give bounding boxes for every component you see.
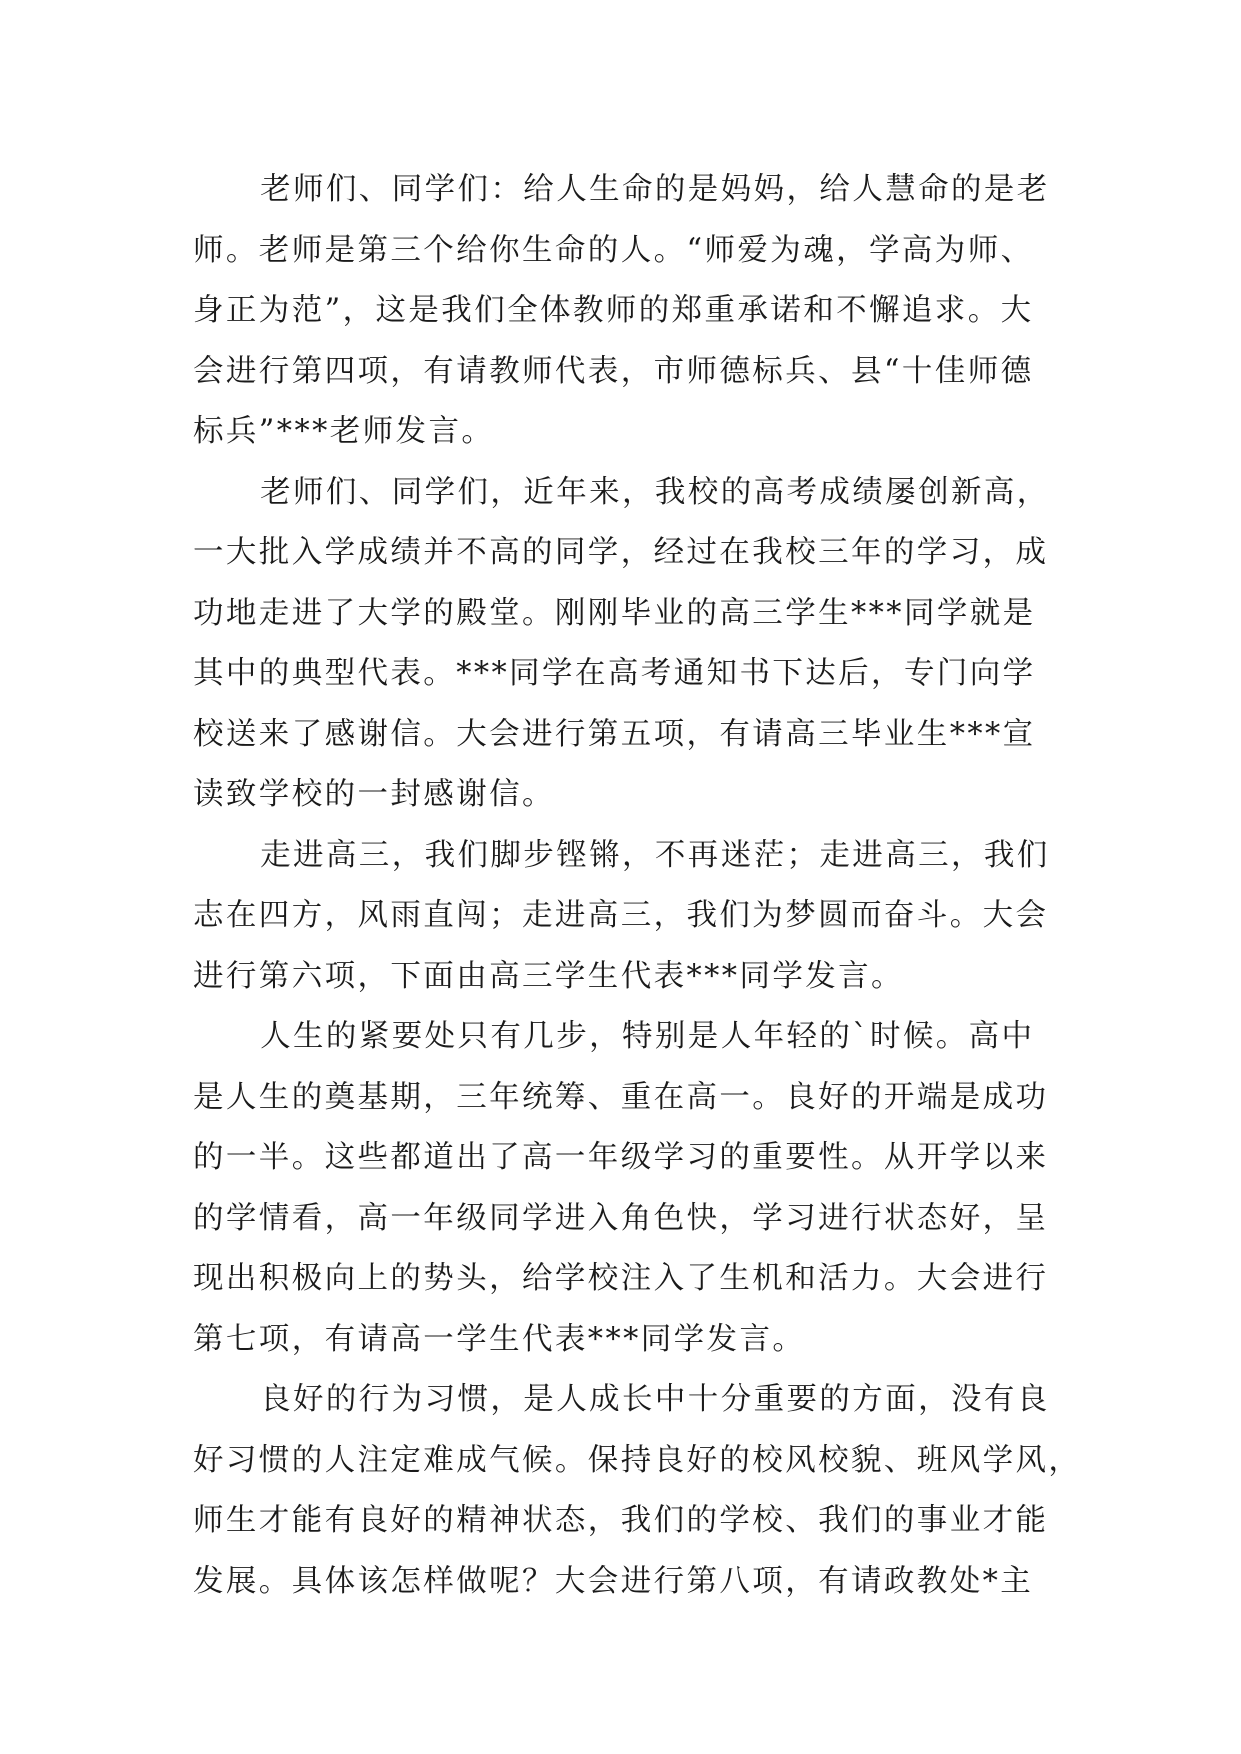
text-line: 良好的行为习惯，是人成长中十分重要的方面，没有良 [260, 1382, 1050, 1417]
text-line: 功地走进了大学的殿堂。刚刚毕业的高三学生***同学就是 [193, 595, 1036, 631]
paragraph-5 [193, 1370, 1082, 1612]
text-line: 好习惯的人注定难成气候。保持良好的校风校貌、班风学风， [193, 1442, 1082, 1478]
text-line: 第七项，有请高一学生代表***同学发言。 [193, 1321, 806, 1357]
text-line: 会进行第四项，有请教师代表，市师德标兵、县“十佳师德 [193, 353, 1034, 389]
paragraph-1 [193, 160, 1055, 463]
text-line: 志在四方，风雨直闯；走进高三，我们为梦圆而奋斗。大会 [193, 898, 1049, 933]
paragraph-2 [193, 463, 1055, 826]
text-line: 校送来了感谢信。大会进行第五项，有请高三毕业生***宣 [193, 716, 1036, 752]
paragraph-4 [193, 1007, 1055, 1370]
text-line: 其中的典型代表。***同学在高考通知书下达后，专门向学 [193, 656, 1036, 691]
text-line: 读致学校的一封感谢信。 [193, 777, 555, 812]
text-line: 师生才能有良好的精神状态，我们的学校、我们的事业才能 [193, 1503, 1049, 1538]
text-line: 一大批入学成绩并不高的同学，经过在我校三年的学习，成 [193, 535, 1049, 570]
text-line: 老师们、同学们，近年来，我校的高考成绩屡创新高， [260, 474, 1050, 510]
text-line: 师。老师是第三个给你生命的人。“师爱为魂，学高为师、 [193, 232, 1034, 268]
text-line: 的一半。这些都道出了高一年级学习的重要性。从开学以来 [193, 1140, 1049, 1175]
text-line: 老师们、同学们：给人生命的是妈妈，给人慧命的是老 [260, 172, 1050, 207]
text-line: 人生的紧要处只有几步，特别是人年轻的`时候。高中 [260, 1019, 1035, 1054]
text-line: 进行第六项，下面由高三学生代表***同学发言。 [193, 958, 904, 994]
text-line: 走进高三，我们脚步铿锵，不再迷茫；走进高三，我们 [260, 837, 1050, 873]
text-line: 现出积极向上的势头，给学校注入了生机和活力。大会进行 [193, 1261, 1049, 1296]
paragraph-3 [193, 826, 1055, 1008]
text-line: 是人生的奠基期，三年统筹、重在高一。良好的开端是成功 [193, 1079, 1049, 1115]
document-body [193, 160, 1082, 1612]
text-line: 标兵”***老师发言。 [193, 414, 495, 449]
text-line: 的学情看，高一年级同学进入角色快，学习进行状态好，呈 [193, 1200, 1049, 1236]
text-line: 发展。具体该怎样做呢？大会进行第八项，有请政教处*主 [193, 1563, 1034, 1599]
text-line: 身正为范”，这是我们全体教师的郑重承诺和不懈追求。大 [193, 293, 1034, 328]
